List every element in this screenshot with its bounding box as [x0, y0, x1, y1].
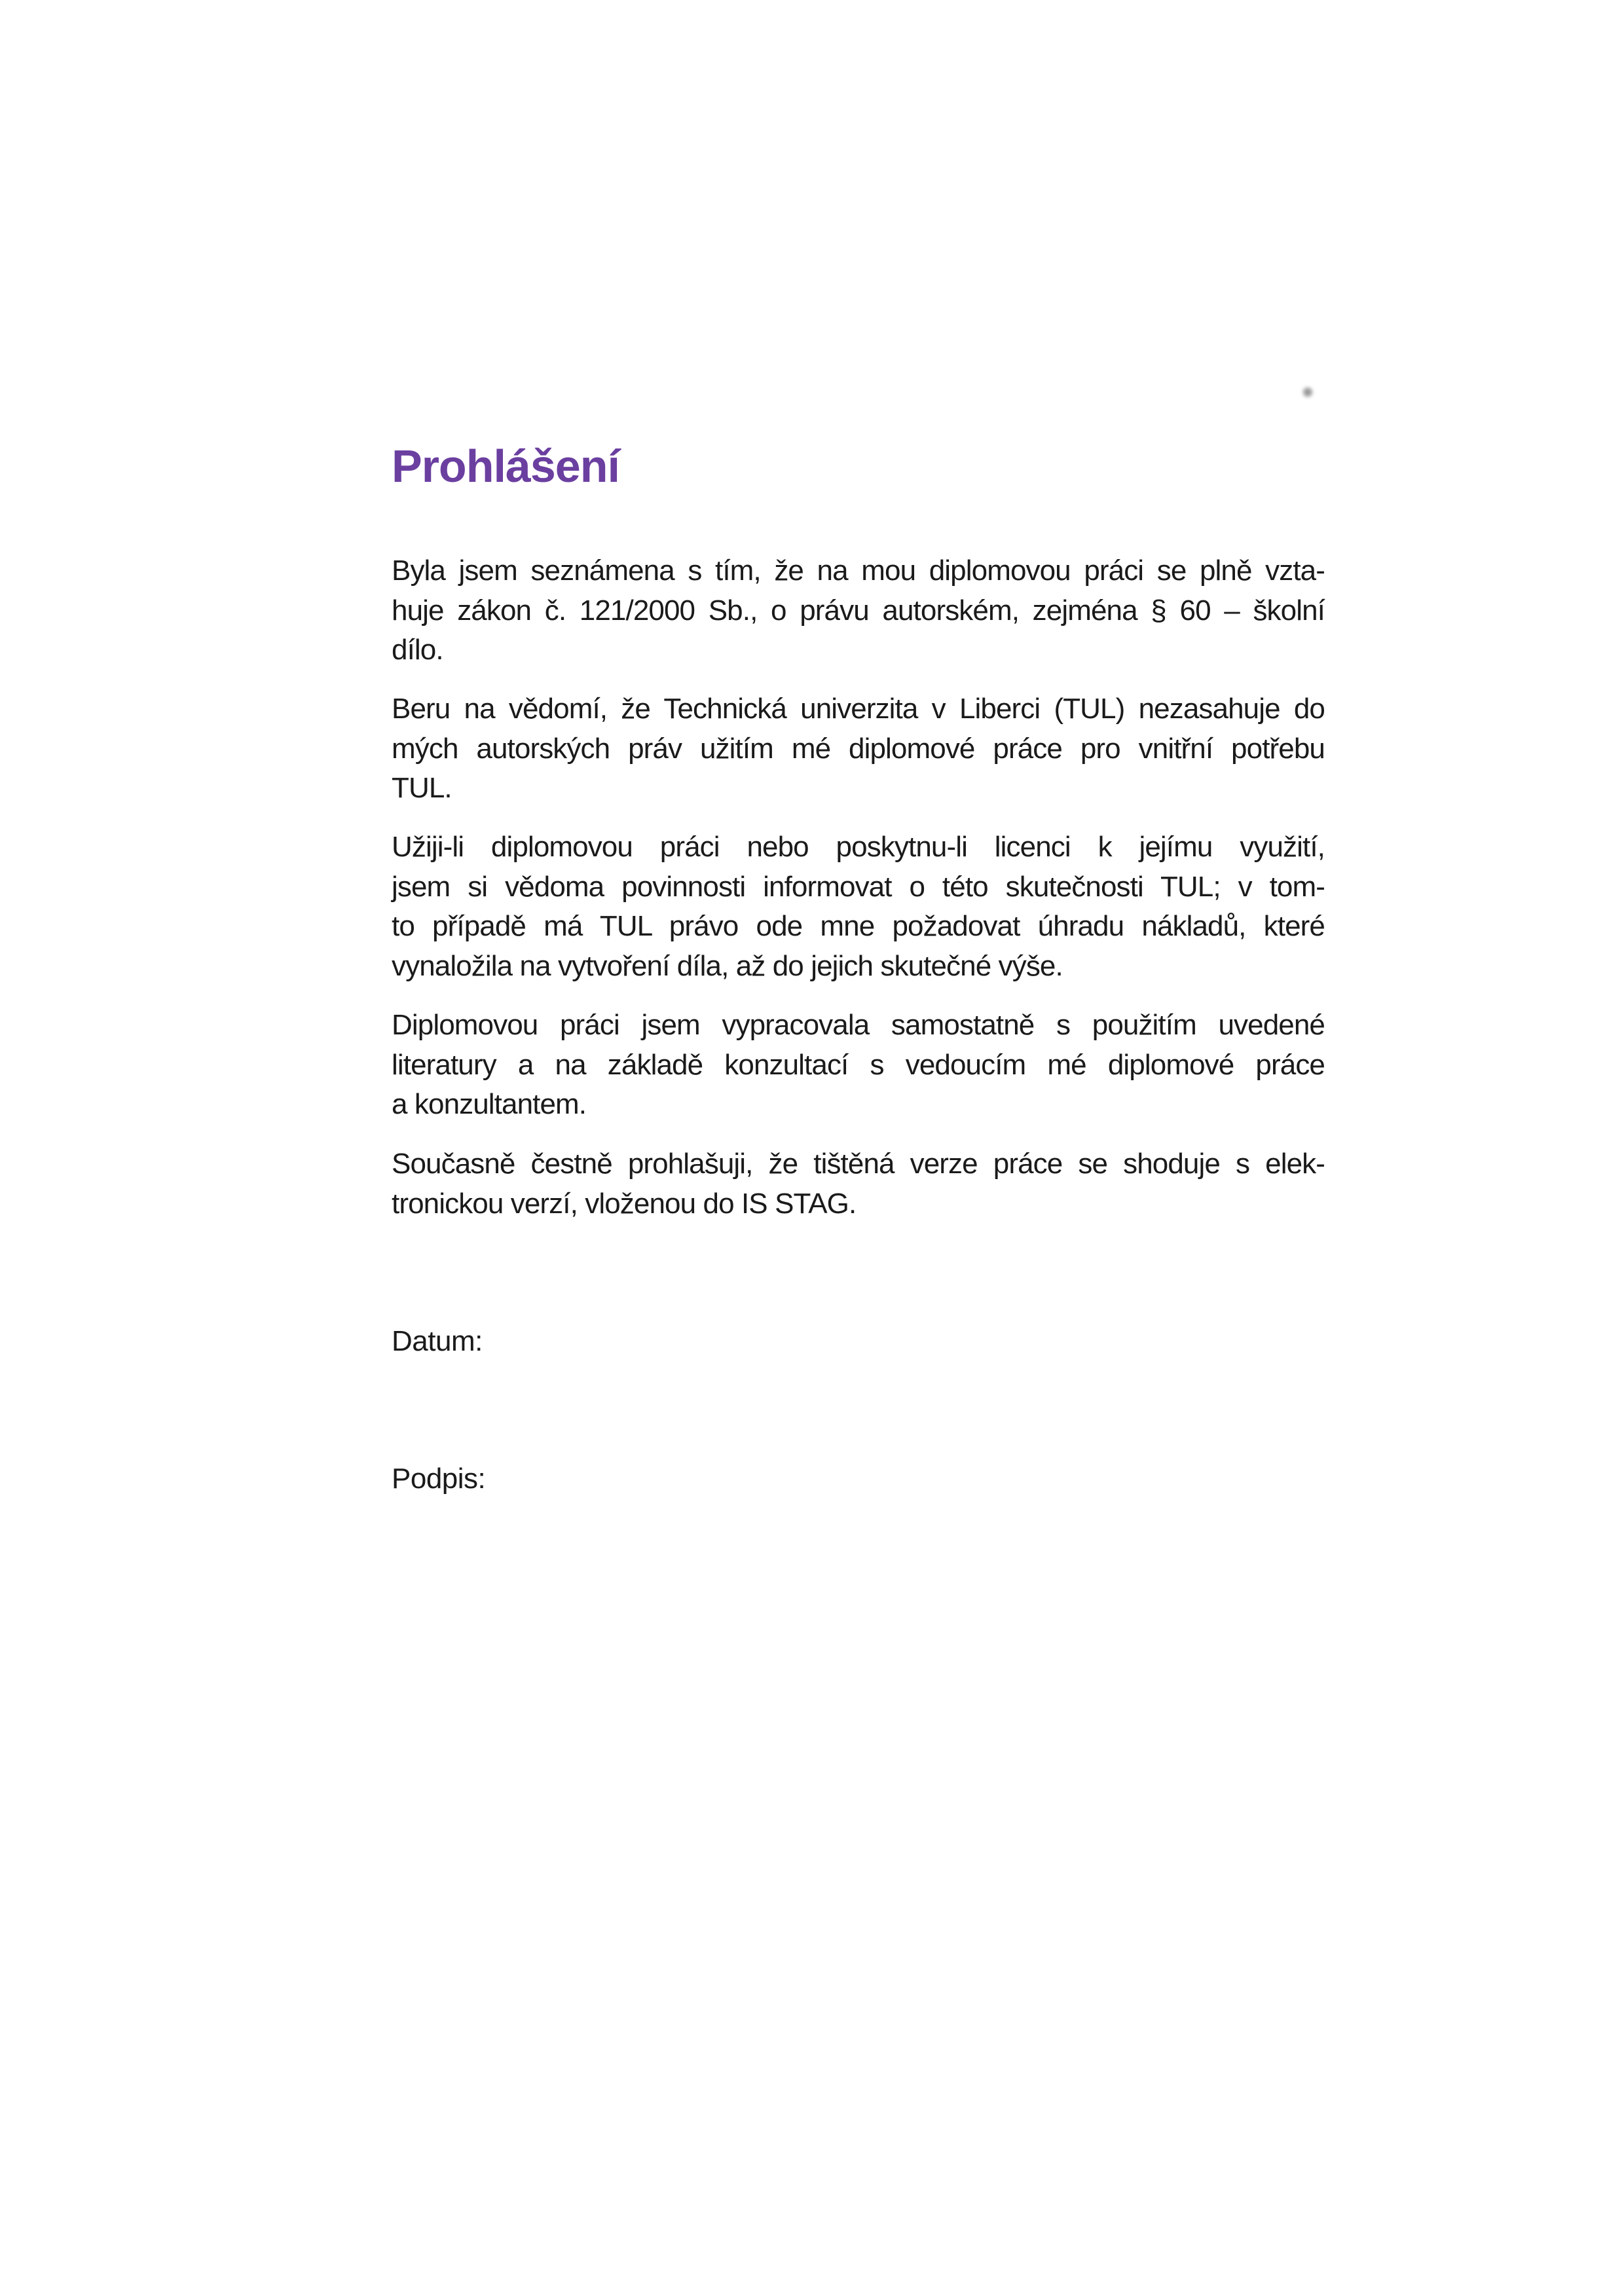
text-line: to případě má TUL právo ode mne požadovat úhradu nákladů, které — [392, 910, 1325, 943]
text-line: jsem si vědoma povinnosti informovat o této skutečnosti TUL; v tom- — [392, 870, 1325, 903]
text-line: vynaložila na vytvoření díla, až do jejich skutečné výše. — [392, 950, 1063, 983]
paragraph-license — [392, 828, 1325, 987]
text-line: a konzultantem. — [392, 1088, 587, 1121]
text-line: Diplomovou práci jsem vypracovala samostatně s použitím uvedené — [392, 1009, 1325, 1041]
text-line: Byla jsem seznámena s tím, že na mou diplomovou práci se plně vzta- — [392, 555, 1325, 587]
text-line: Současně čestně prohlašuji, že tištěná verze práce se shoduje s elek- — [392, 1148, 1325, 1180]
scan-speck — [1303, 388, 1312, 397]
paragraph-tul-rights — [392, 689, 1325, 809]
text-line: literatury a na základě konzultací s vedoucím mé diplomové práce — [392, 1048, 1325, 1081]
paragraph-independent-work — [392, 1006, 1325, 1125]
text-line: huje zákon č. 121/2000 Sb., o právu autorském, zejména § 60 – školní — [392, 594, 1325, 627]
date-label: Datum: — [392, 1325, 483, 1357]
text-line: tronickou verzí, vloženou do IS STAG. — [392, 1187, 857, 1220]
text-line: Užiji-li diplomovou práci nebo poskytnu-li licenci k jejímu využití, — [392, 831, 1325, 863]
text-line: Beru na vědomí, že Technická univerzita v Liberci (TUL) nezasahuje do — [392, 693, 1325, 725]
text-line: TUL. — [392, 772, 452, 805]
text-line: dílo. — [392, 634, 443, 666]
text-line: mých autorských práv užitím mé diplomové práce pro vnitřní potřebu — [392, 732, 1325, 765]
page-title: Prohlášení — [392, 441, 619, 492]
paragraph-electronic-version — [392, 1144, 1325, 1224]
signature-label: Podpis: — [392, 1463, 486, 1495]
paragraph-copyright — [392, 551, 1325, 670]
